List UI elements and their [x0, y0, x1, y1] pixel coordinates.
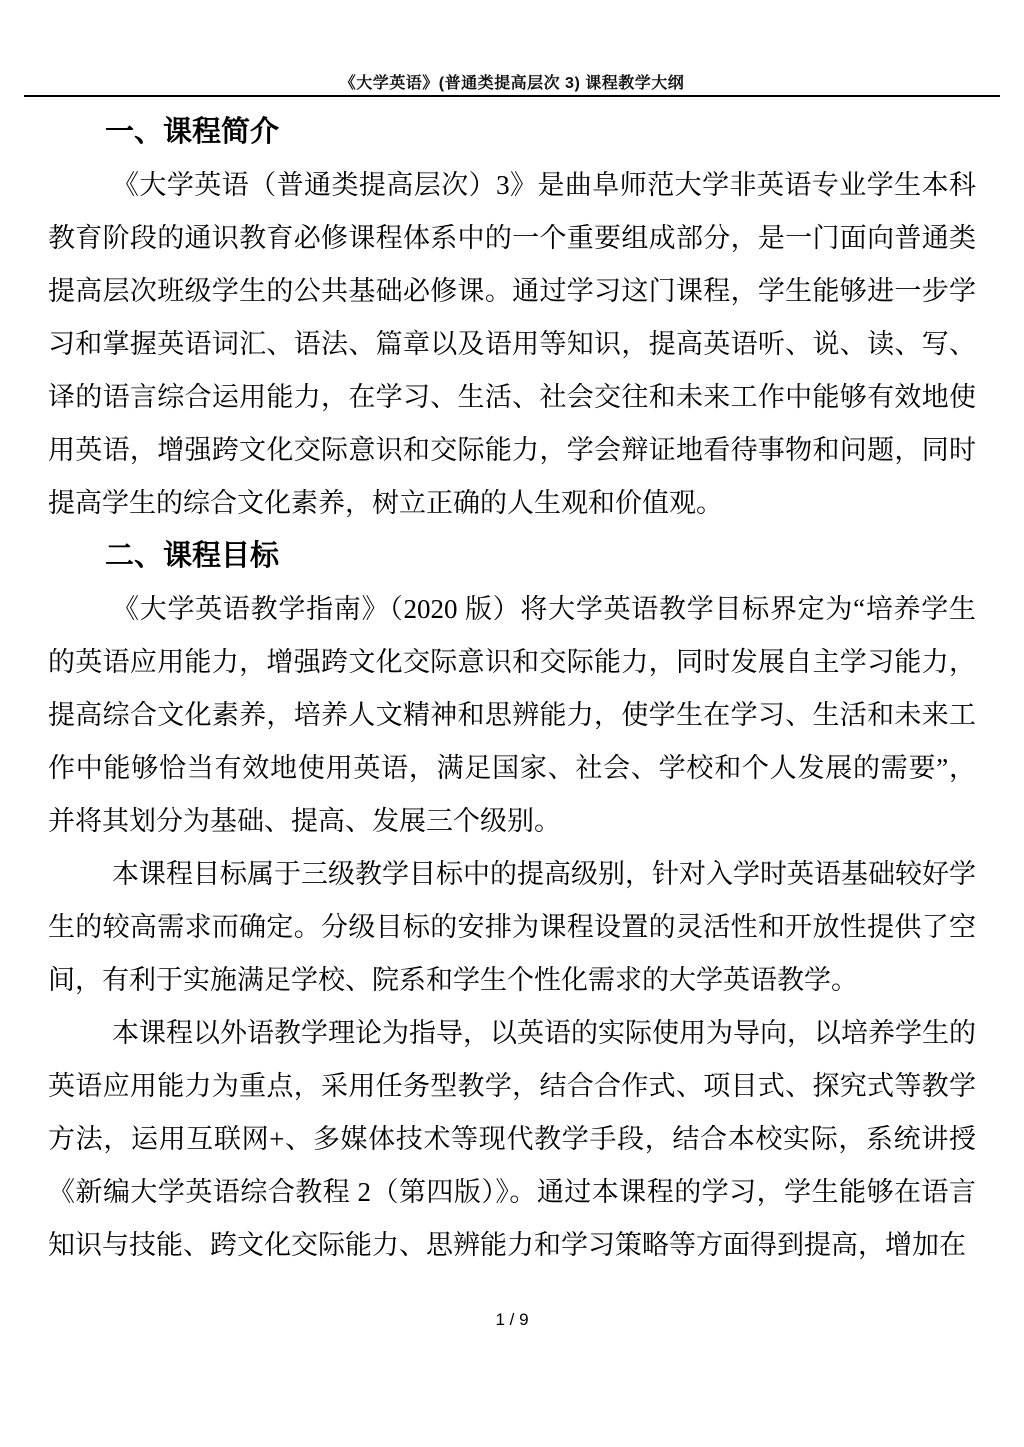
- page-footer: [0, 1310, 1024, 1330]
- header-rule: [24, 95, 1000, 97]
- paragraph-objectives-guideline: 《大学英语教学指南》（2020 版）将大学英语教学目标界定为“培养学生的英语应用能力，增强跨文化交际意识和交际能力，同时发展自主学习能力，提高综合文化素养，培养人文精神和思辨能力，使学生在学习、生活和未来工作中能够恰当有效地使用英语，满足国家、社会、学校和个人发展的需要”，并将其划分为基础、提高、发展三个级别。: [48, 594, 976, 836]
- paragraph-course-intro: 《大学英语（普通类提高层次）3》是曲阜师范大学非英语专业学生本科教育阶段的通识教育必修课程体系中的一个重要组成部分，是一门面向普通类提高层次班级学生的公共基础必修课。通过学习这门课程，学生能够进一步学习和掌握英语词汇、语法、篇章以及语用等知识，提高英语听、说、读、写、译的语言综合运用能力，在学习、生活、社会交往和未来工作中能够有效地使用英语，增强跨文化交际意识和交际能力，学会辩证地看待事物和问题，同时提高学生的综合文化素养，树立正确的人生观和价值观。: [48, 170, 976, 518]
- section-heading-course-objectives: 二、课程目标: [105, 540, 280, 572]
- document-body: [48, 106, 976, 1272]
- paragraph-objectives-methods: 本课程以外语教学理论为指导，以英语的实际使用为导向，以培养学生的英语应用能力为重点，采用任务型教学，结合合作式、项目式、探究式等教学方法，运用互联网+、多媒体技术等现代教学手段，结合本校实际，系统讲授《新编大学英语综合教程 2（第四版）》。通过本课程的学习，学生能够在语言知识与技能、跨文化交际能力、思辨能力和学习策略等方面得到提高，增加在: [48, 1018, 976, 1260]
- running-header-title: 《大学英语》(普通类提高层次 3) 课程教学大纲: [339, 75, 685, 92]
- page-number: 1 / 9: [495, 1310, 529, 1329]
- section-heading-course-intro: 一、课程简介: [105, 116, 280, 148]
- paragraph-objectives-level: 本课程目标属于三级教学目标中的提高级别，针对入学时英语基础较好学生的较高需求而确定。分级目标的安排为课程设置的灵活性和开放性提供了空间，有利于实施满足学校、院系和学生个性化需求的大学英语教学。: [48, 859, 976, 995]
